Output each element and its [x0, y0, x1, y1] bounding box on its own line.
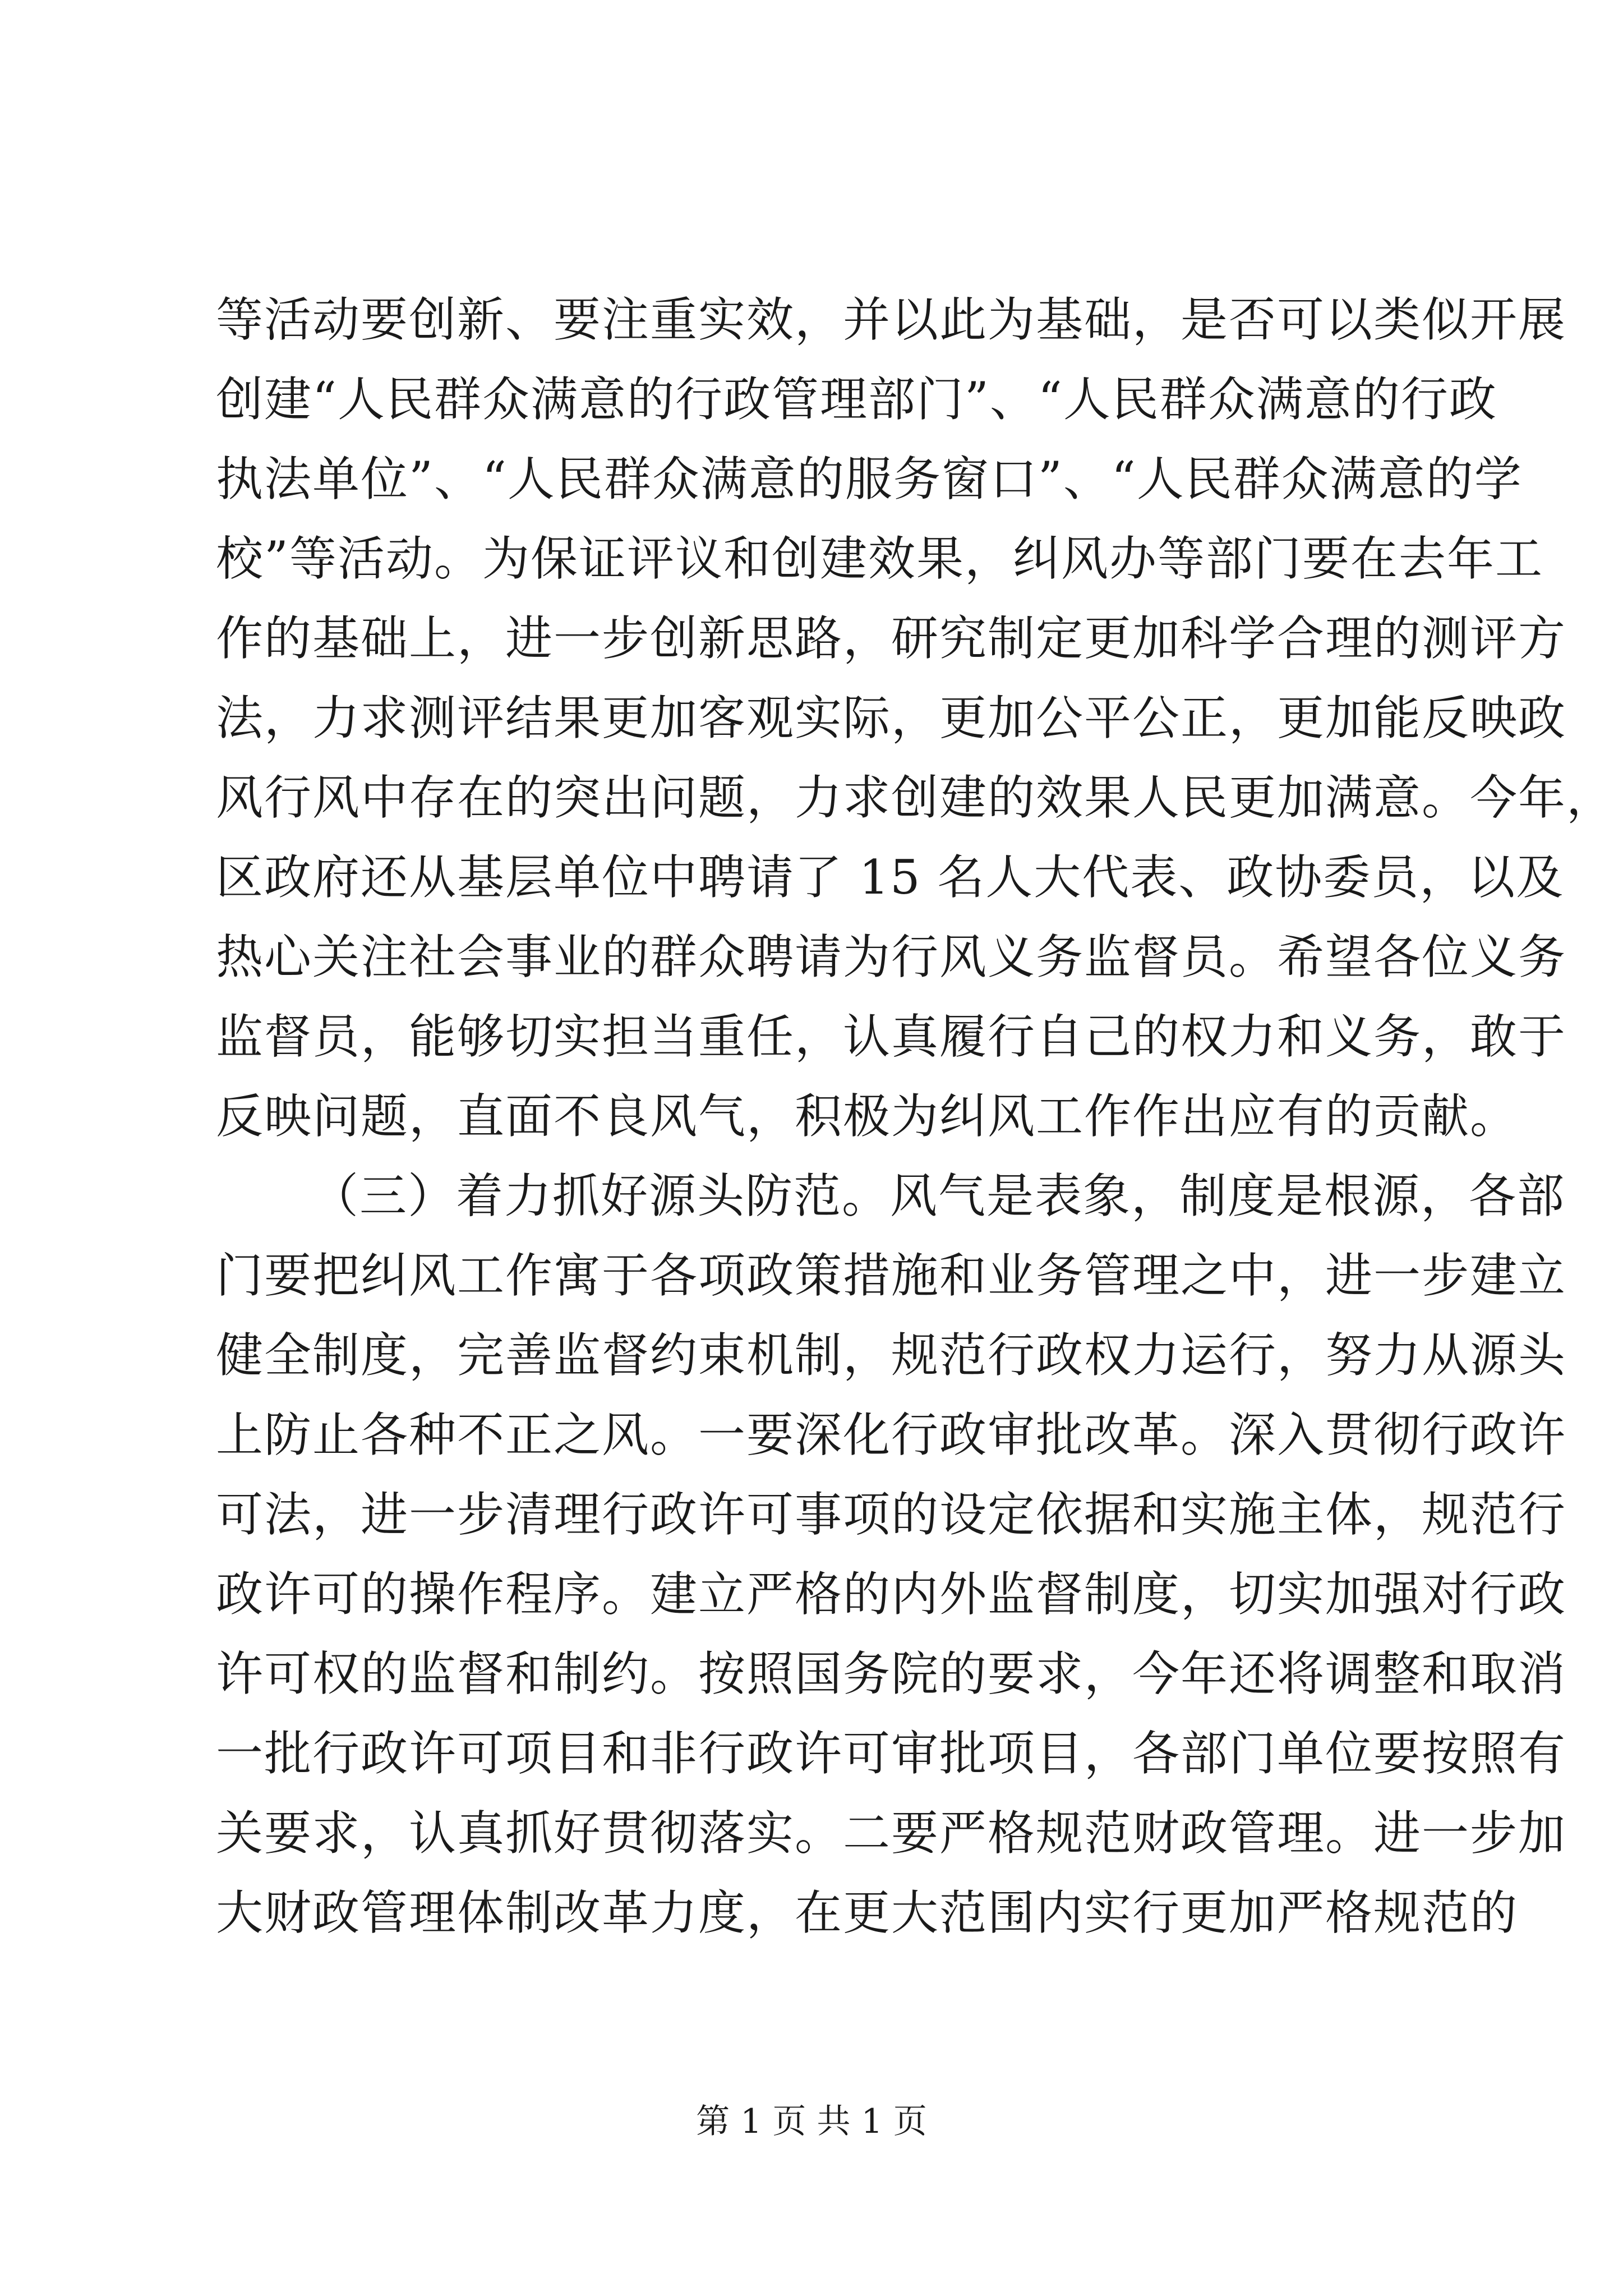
text-line: 大财政管理体制改革力度，在更大范围内实行更加严格规范的 — [216, 1885, 1519, 1940]
text-line: 关要求，认真抓好贯彻落实。二要严格规范财政管理。进一步加 — [216, 1806, 1567, 1861]
text-line: 等活动要创新、要注重实效，并以此为基础，是否可以类似开展 — [216, 292, 1567, 347]
text-line: 执法单位”、“人民群众满意的服务窗口”、“人民群众满意的学 — [216, 452, 1523, 507]
text-line: 校”等活动。为保证评议和创建效果，纠风办等部门要在去年工 — [216, 531, 1543, 586]
text-line: 门要把纠风工作寓于各项政策措施和业务管理之中，进一步建立 — [216, 1248, 1567, 1303]
text-line: 政许可的操作程序。建立严格的内外监督制度，切实加强对行政 — [216, 1567, 1567, 1622]
text-line: 反映问题，直面不良风气，积极为纠风工作作出应有的贡献。 — [216, 1089, 1519, 1144]
text-line: 风行风中存在的突出问题，力求创建的效果人民更加满意。今年， — [216, 770, 1615, 825]
text-line: 作的基础上，进一步创新思路，研究制定更加科学合理的测评方 — [216, 611, 1567, 666]
text-line: 健全制度，完善监督约束机制，规范行政权力运行，努力从源头 — [216, 1328, 1567, 1383]
text-line: 一批行政许可项目和非行政许可审批项目，各部门单位要按照有 — [216, 1726, 1567, 1781]
text-line: 上防止各种不正之风。一要深化行政审批改革。深入贯彻行政许 — [216, 1407, 1567, 1462]
text-line: 热心关注社会事业的群众聘请为行风义务监督员。希望各位义务 — [216, 930, 1567, 984]
text-line: 创建“人民群众满意的行政管理部门”、“人民群众满意的行政 — [216, 372, 1497, 427]
text-line: 可法，进一步清理行政许可事项的设定依据和实施主体，规范行 — [216, 1487, 1567, 1542]
text-line: 区政府还从基层单位中聘请了 15 名人大代表、政协委员，以及 — [216, 850, 1565, 905]
text-line: 法，力求测评结果更加客观实际，更加公平公正，更加能反映政 — [216, 691, 1567, 746]
text-line: 许可权的监督和制约。按照国务院的要求，今年还将调整和取消 — [216, 1646, 1567, 1701]
text-line: 监督员，能够切实担当重任，认真履行自己的权力和义务，敢于 — [216, 1009, 1567, 1064]
page-number-footer: 第 1 页 共 1 页 — [696, 2102, 927, 2141]
paragraph-start-line: （三）着力抓好源头防范。风气是表象，制度是根源，各部 — [311, 1168, 1566, 1223]
